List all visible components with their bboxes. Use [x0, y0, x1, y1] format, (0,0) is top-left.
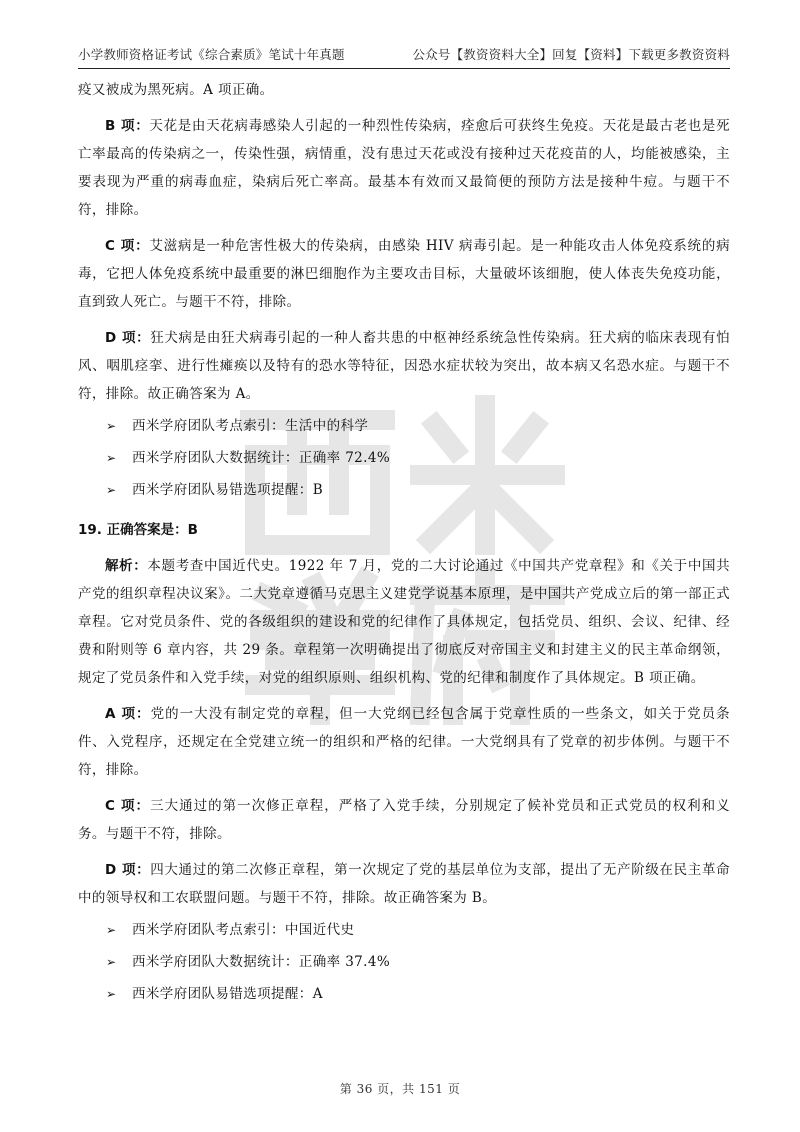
intro-paragraph: 疫又被成为黑死病。A 项正确。: [78, 82, 274, 98]
q18-option-b-text: 天花是由天花病毒感染人引起的一种烈性传染病，痊愈后可获终生免疫。天花是最古老也是死亡率最高的传染病之一，传染性强，病情重，没有患过天花或没有接种过天花疫苗的人，均能被感染，主要表现为严重的病毒血症，染病后死亡率高。最基本有效而又最简便的预防方法是接种牛痘。与题干不符，排除。: [78, 118, 731, 218]
q18-option-d: [78, 324, 730, 408]
arrowhead-bullet-icon: ➢: [106, 923, 117, 937]
header-title: 小学教师资格证考试《综合素质》笔试十年真题: [78, 47, 345, 62]
q19-option-a: [78, 700, 730, 784]
q18-bullet-text: 西米学府团队易错选项提醒：B: [132, 482, 324, 498]
q18-option-b-lead: B 项：: [105, 118, 150, 134]
q18-option-d-lead: D 项：: [105, 330, 151, 346]
q18-bullet-text: 西米学府团队大数据统计：正确率 72.4%: [132, 450, 391, 466]
q19-option-a-text: 党的一大没有制定党的章程，但一大党纲已经包含属于党章性质的一些条文，如关于党员条件、入党程序，还规定在全党建立统一的组织和严格的纪律。一大党纲具有了党章的初步体例。与题干不符，排除。: [78, 706, 731, 778]
arrowhead-bullet-icon: ➢: [106, 419, 117, 433]
header-rule: [78, 68, 730, 69]
arrowhead-bullet-icon: ➢: [106, 451, 117, 465]
page-header: [78, 44, 730, 64]
q19-option-c-lead: C 项：: [105, 798, 151, 814]
q18-bullet-item: [78, 412, 730, 440]
q18-option-c-text: 艾滋病是一种危害性极大的传染病，由感染 HIV 病毒引起。是一种能攻击人体免疫系统的病毒，它把人体免疫系统中最重要的淋巴细胞作为主要攻击目标，大量破坏该细胞，使人体丧失免疫功能，直到致人死亡。与题干不符，排除。: [78, 238, 730, 310]
q18-bullet-item: [78, 476, 730, 504]
q19-option-c-text: 三大通过的第一次修正章程，严格了入党手续，分别规定了候补党员和正式党员的权利和义务。与题干不符，排除。: [78, 798, 731, 842]
q19-option-c: [78, 792, 730, 848]
q19-option-d-lead: D 项：: [105, 862, 151, 878]
q19-option-a-lead: A 项：: [105, 706, 151, 722]
q18-option-b: [78, 112, 730, 224]
q18-option-d-text: 狂犬病是由狂犬病毒引起的一种人畜共患的中枢神经系统急性传染病。狂犬病的临床表现有怕风、咽肌痉挛、进行性瘫痪以及特有的恐水等特征，因恐水症状较为突出，故本病又名恐水症。与题干不符，排除。故正确答案为 A。: [78, 330, 730, 402]
arrowhead-bullet-icon: ➢: [106, 955, 117, 969]
q19-bullet-item: [78, 948, 730, 976]
q18-bullet-item: [78, 444, 730, 472]
arrowhead-bullet-icon: ➢: [106, 483, 117, 497]
q19-analysis-text: 本题考查中国近代史。1922 年 7 月，党的二大讨论通过《中国共产党章程》和《关于中国共产党的组织章程决议案》。二大党章遵循马克思主义建党学说基本原理，是中国共产党成立后的第一部正式章程。它对党员条件、党的各级组织的建设和党的纪律作了具体规定，包括党员、组织、会议、纪律、经费和附则等 6 章内容，共 29 条。章程第一次明确提出了彻底反对帝国主义和封建主义的民主革命纲领，规定了党员条件和入党手续，对党的组织原则、组织机构、党的纪律和制度作了具体规定。B 项正确。: [78, 558, 730, 686]
q19-analysis-lead: 解析：: [105, 558, 148, 574]
q19-heading: 19. 正确答案是：B: [78, 522, 198, 538]
q19-bullet-text: 西米学府团队易错选项提醒：A: [132, 986, 323, 1002]
q19-bullet-text: 西米学府团队考点索引：中国近代史: [132, 922, 355, 938]
q19-bullet-item: [78, 980, 730, 1008]
q18-bullet-text: 西米学府团队考点索引：生活中的科学: [132, 418, 369, 434]
q19-option-d-text: 四大通过的第二次修正章程，第一次规定了党的基层单位为支部，提出了无产阶级在民主革命中的领导权和工农联盟问题。与题干不符，排除。故正确答案为 B。: [78, 862, 730, 906]
arrowhead-bullet-icon: ➢: [106, 987, 117, 1001]
q19-option-d: [78, 856, 730, 912]
q18-option-c-lead: C 项：: [105, 238, 150, 254]
header-promo: 公众号【教资资料大全】回复【资料】下载更多教资资料: [412, 47, 730, 62]
q18-option-c: [78, 232, 730, 316]
page-body: [78, 76, 730, 1008]
q19-bullet-item: [78, 916, 730, 944]
page-footer: 第 36 页，共 151 页: [339, 1082, 461, 1096]
q19-analysis: [78, 552, 730, 692]
q19-bullet-text: 西米学府团队大数据统计：正确率 37.4%: [132, 954, 391, 970]
